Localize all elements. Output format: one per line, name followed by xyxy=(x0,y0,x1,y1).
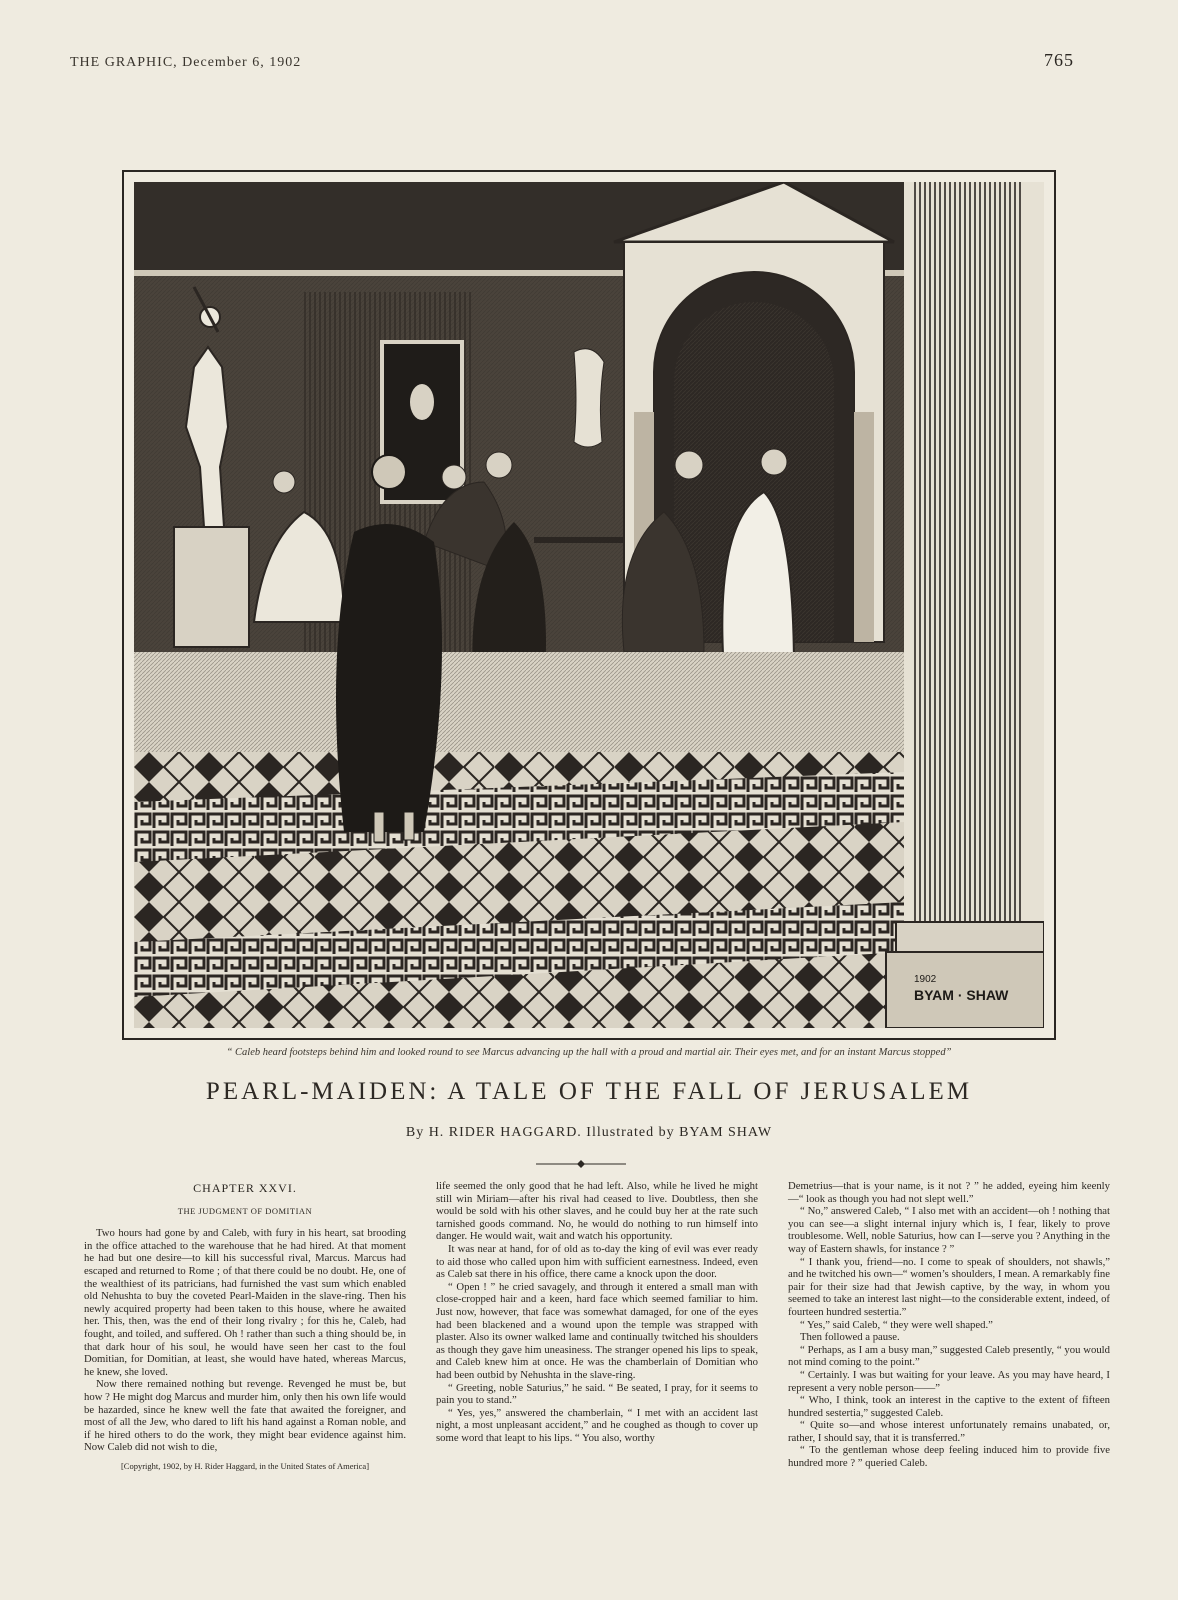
divider-ornament xyxy=(536,1160,626,1168)
issue-date: December 6, 1902 xyxy=(182,55,302,70)
paragraph: “ I thank you, friend—no. I come to speak of shoulders, not shawls,” and he twitched his own—“ women’s shoulders, I mean. A remarkably fine pair for their size had that Jewish captive, by the way, in whom you seemed to take an interest last night—to the considerable extent, indeed, of fourteen hundred sestertia.” xyxy=(788,1255,1110,1318)
column-1 xyxy=(84,1180,406,1570)
paragraph: “ Quite so—and whose interest unfortunately remains unabated, or, rather, I should say, that it is transferred.” xyxy=(788,1419,1110,1444)
illustration-plate xyxy=(122,170,1056,1040)
paragraph: Then followed a pause. xyxy=(800,1331,900,1344)
signature-year: 1902 xyxy=(914,974,937,985)
article-title: PEARL-MAIDEN: A TALE OF THE FALL OF JERUSALEM xyxy=(205,1078,973,1105)
paragraph: life seemed the only good that he had left. Also, while he lived he might still win Miriam—after his rival had ceased to live. Doubtless, then she would be sold with his other slaves, and he could buy her at the rate such tarnished goods command. No, he would do nothing to run himself into danger. He would wait, wait and watch his opportunity. xyxy=(436,1180,758,1243)
paragraph: “ No,” answered Caleb, “ I also met with an accident—oh ! nothing that you can see—a slight internal injury which is, I fear, likely to prove troublesome. Well, noble Saturius, how can I—serve you ? Anything in the way of Eastern shawls, for instance ? ” xyxy=(788,1205,1110,1255)
article-byline: By H. RIDER HAGGARD. Illustrated by BYAM SHAW xyxy=(405,1125,773,1140)
page-header xyxy=(70,50,1074,71)
paragraph: “ Perhaps, as I am a busy man,” suggested Caleb presently, “ you would not mind coming to the point.” xyxy=(788,1343,1110,1369)
paragraph: “ Yes, yes,” answered the chamberlain, “ I met with an accident last night, a most unpleasant accident,” and he coughed as though to cover up some word that leapt to his lips. “ You also, worthy xyxy=(436,1406,758,1444)
paragraph: “ Certainly. I was but waiting for your leave. As you may have heard, I represent a very noble person——” xyxy=(788,1368,1110,1394)
paragraph: “ Who, I think, took an interest in the captive to the extent of fifteen hundred sestertia,” suggested Caleb. xyxy=(788,1394,1110,1419)
chapter-title: THE JUDGMENT OF DOMITIAN xyxy=(177,1205,313,1216)
paragraph: It was near at hand, for of old as to-day the king of evil was ever ready to aid those who called upon him with sufficient earnestness. Indeed, even as Caleb sat there in his office, there came a knock upon the door. xyxy=(436,1242,758,1281)
illustration-caption: “ Caleb heard footsteps behind him and looked round to see Marcus advancing up the hall with a proud and martial air. Their eyes met, and for an instant Marcus stopped” xyxy=(226,1047,952,1058)
paragraph: Now there remained nothing but revenge. Revenged he must be, but how ? He might dog Marcus and murder him, only then his own life would be hazarded, since he knew well the fate that awaited the foreigner, and most of all the Jew, who dared to lift his hand against a Roman noble, and if he hired others to do the work, they might bear evidence against him. Now Caleb did not wish to die, xyxy=(84,1378,406,1454)
artist-signature: BYAM · SHAW xyxy=(914,987,1009,1003)
paragraph: “ Yes,” said Caleb, “ they were well shaped.” xyxy=(800,1318,993,1331)
paragraph: “ Greeting, noble Saturius,” he said. “ Be seated, I pray, for it seems to pain you to stand.” xyxy=(436,1381,758,1407)
paragraph: “ Open ! ” he cried savagely, and through it entered a small man with close-cropped hair and a keen, hard face which seemed familiar to him. Just now, however, that face was somewhat damaged, for one of the eyes had been blackened and a wound upon the temple was strapped with plaster. Also its owner walked lame and continually twitched his shoulders as though they gave him uneasiness. The stranger opened his lips to speak, and Caleb knew him at once. He was the chamberlain of Domitian who had been outbid by Nehushta in the slave-ring. xyxy=(436,1280,758,1381)
paragraph: Two hours had gone by and Caleb, with fury in his heart, sat brooding in the office attached to the warehouse that he had hired. At that moment he had but one desire—to kill his successful rival, Marcus. Marcus had escaped and returned to Rome ; of that there could be no doubt. He, one of the wealthiest of its patricians, had furnished the vast sum which enabled old Nehushta to buy the coveted Pearl-Maiden in the slave-ring. Then his newly acquired property had been taken to this house, where he awaited her. This, then, was the end of their long rivalry ; for this he, Caleb, had fought, and toiled, and suffered. Oh ! rather than such a thing should be, in that dark hour of his soul, he would have seen her cast to the foul Domitian, for Domitian, at least, she would have hated, whereas Marcus, he knew, she loved. xyxy=(84,1227,406,1378)
publication-name: THE GRAPHIC, xyxy=(70,55,178,70)
publication-line xyxy=(70,55,301,71)
engraving-illustration xyxy=(134,182,1044,1028)
column-3 xyxy=(788,1180,1110,1570)
article-body xyxy=(84,1180,1110,1570)
column-2 xyxy=(436,1180,758,1570)
paragraph: Demetrius—that is your name, is it not ? ” he added, eyeing him keenly—“ look as though you had not slept well.” xyxy=(788,1180,1110,1205)
paragraph: “ To the gentleman whose deep feeling induced him to provide five hundred more ? ” queried Caleb. xyxy=(788,1444,1110,1470)
copyright-notice: [Copyright, 1902, by H. Rider Haggard, in the United States of America] xyxy=(120,1460,370,1471)
chapter-heading: CHAPTER XXVI. xyxy=(193,1181,297,1195)
page-number: 765 xyxy=(1044,50,1074,70)
